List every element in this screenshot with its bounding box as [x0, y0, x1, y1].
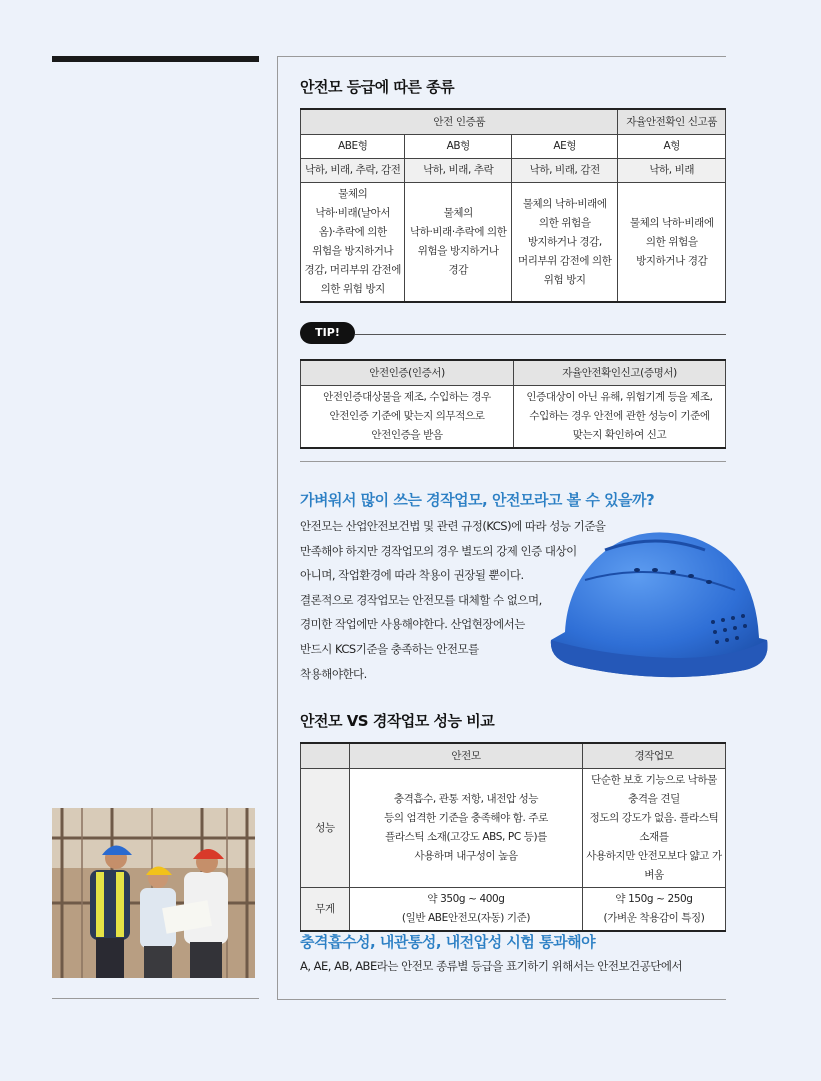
- tip-cell-certification: [301, 386, 514, 449]
- cell-line: 충격흡수, 관통 저항, 내전압 성능: [393, 793, 539, 805]
- desc-line: 낙하·비래(날아서: [315, 207, 391, 219]
- tip-line: 맞는지 확인하여 신고: [572, 429, 667, 441]
- desc-line: 경감, 머리부위 감전에: [304, 264, 401, 276]
- row-label-weight: 무게: [301, 888, 350, 932]
- tip-badge: TIP!: [300, 322, 355, 344]
- paragraph-line: 경미한 작업에만 사용해야한다. 산업현장에서는: [300, 617, 525, 632]
- hazard-abe: 낙하, 비래, 추락, 감전: [301, 159, 405, 183]
- paragraph-line: 반드시 KCS기준을 충족하는 안전모를: [300, 641, 479, 656]
- tip-table: [300, 359, 726, 449]
- paragraph-line: 결론적으로 경작업모는 안전모를 대체할 수 없으며,: [300, 592, 542, 607]
- desc-line: 옴)·추락에 의한: [318, 226, 387, 238]
- cell-line: 사용하지만 안전모보다 얇고 가벼움: [586, 850, 722, 881]
- tip-line: 안전인증 기준에 맞는지 의무적으로: [329, 410, 485, 422]
- header-self-declared: 자율안전확인 신고품: [618, 109, 726, 135]
- type-ab: AB형: [405, 135, 512, 159]
- desc-line: 위험을 방지하거나: [312, 245, 394, 257]
- helmet-grade-table: [300, 108, 726, 303]
- hazard-a: 낙하, 비래: [618, 159, 726, 183]
- performance-helmet: [350, 769, 583, 888]
- cell-line: 플라스틱 소재(고강도 ABS, PC 등)를: [385, 831, 547, 843]
- desc-a: [618, 183, 726, 303]
- section-divider: [300, 461, 726, 462]
- tip-line: 안전인증을 받음: [371, 429, 443, 441]
- left-accent-bar: [52, 56, 259, 62]
- comparison-table: [300, 742, 726, 932]
- desc-line: 의한 위험 방지: [320, 283, 385, 295]
- type-abe: ABE형: [301, 135, 405, 159]
- cell-line: 단순한 보호 기능으로 낙하물 충격을 견딜: [591, 774, 717, 805]
- desc-ab: [405, 183, 512, 303]
- desc-line: 방지하거나 경감,: [527, 235, 602, 248]
- section-title-light-cap: 가벼워서 많이 쓰는 경작업모, 안전모라고 볼 수 있을까?: [300, 491, 655, 509]
- desc-line: 경감: [448, 264, 468, 276]
- type-ae: AE형: [511, 135, 618, 159]
- desc-line: 위험 방지: [543, 273, 586, 286]
- column-divider: [277, 56, 278, 1000]
- header-certified: 안전 인증품: [301, 109, 618, 135]
- top-rule: [277, 56, 726, 57]
- desc-line: 의한 위험을: [645, 235, 698, 248]
- desc-line: 물체의: [443, 207, 473, 219]
- comparison-header-helmet: 안전모: [350, 743, 583, 769]
- workers-photo: [52, 808, 255, 978]
- paragraph-line: 만족해야 하지만 경작업모의 경우 별도의 강제 인증 대상이: [300, 543, 577, 558]
- comparison-header-light-cap: 경작업모: [583, 743, 726, 769]
- desc-line: 머리부위 감전에 의한: [517, 254, 612, 267]
- tip-header-self-declaration: 자율안전확인신고(증명서): [514, 360, 726, 386]
- desc-line: 물체의: [338, 188, 368, 200]
- cell-line: 등의 엄격한 기준을 충족해야 함. 주로: [384, 812, 548, 824]
- hazard-ab: 낙하, 비래, 추락: [405, 159, 512, 183]
- desc-abe: [301, 183, 405, 303]
- tip-cell-self-declaration: [514, 386, 726, 449]
- type-a: A형: [618, 135, 726, 159]
- desc-ae: [511, 183, 618, 303]
- desc-line: 물체의 낙하·비래에: [629, 216, 714, 229]
- desc-line: 낙하·비래·추락에 의한: [409, 226, 507, 238]
- section-title-comparison: 안전모 VS 경작업모 성능 비교: [300, 712, 495, 730]
- tip-rule: [355, 334, 726, 335]
- section-title-tests: 충격흡수성, 내관통성, 내전압성 시험 통과해야: [300, 933, 596, 951]
- paragraph-line: 아니며, 작업환경에 따라 착용이 권장될 뿐이다.: [300, 568, 524, 583]
- weight-helmet: [350, 888, 583, 932]
- cell-line: 사용하며 내구성이 높음: [414, 850, 518, 862]
- cell-line: 약 150g ~ 250g: [615, 893, 693, 905]
- blue-helmet-image: [545, 520, 773, 688]
- paragraph-line: 착용해야한다.: [300, 666, 367, 681]
- cell-line: (가벼운 착용감이 특징): [603, 912, 705, 924]
- tip-line: 안전인증대상물을 제조, 수입하는 경우: [323, 391, 491, 403]
- cell-line: 정도의 강도가 없음. 플라스틱 소재를: [589, 812, 719, 843]
- tip-line: 인증대상이 아닌 유해, 위험기계 등을 제조,: [526, 391, 713, 403]
- desc-line: 방지하거나 경감: [636, 254, 708, 267]
- left-bottom-rule: [52, 998, 259, 999]
- bottom-rule: [277, 999, 726, 1000]
- tip-header-certification: 안전인증(인증서): [301, 360, 514, 386]
- desc-line: 물체의 낙하·비래에: [522, 197, 607, 210]
- desc-line: 위험을 방지하거나: [417, 245, 499, 257]
- tests-paragraph-line: A, AE, AB, ABE라는 안전모 종류별 등급을 표기하기 위해서는 안전보건공단에서: [300, 959, 683, 973]
- row-label-performance: 성능: [301, 769, 350, 888]
- paragraph-line: 안전모는 산업안전보건법 및 관련 규정(KCS)에 따라 성능 기준을: [300, 519, 606, 533]
- cell-line: (일반 ABE안전모(자동) 기준): [401, 912, 531, 924]
- hazard-ae: 낙하, 비래, 감전: [511, 159, 618, 183]
- section-title-helmet-grades: 안전모 등급에 따른 종류: [300, 78, 455, 96]
- cell-line: 약 350g ~ 400g: [427, 893, 505, 905]
- comparison-header-blank: [301, 743, 350, 769]
- performance-light-cap: [583, 769, 726, 888]
- desc-line: 의한 위험을: [538, 216, 591, 229]
- weight-light-cap: [583, 888, 726, 932]
- tip-line: 수입하는 경우 안전에 관한 성능이 기준에: [529, 410, 710, 422]
